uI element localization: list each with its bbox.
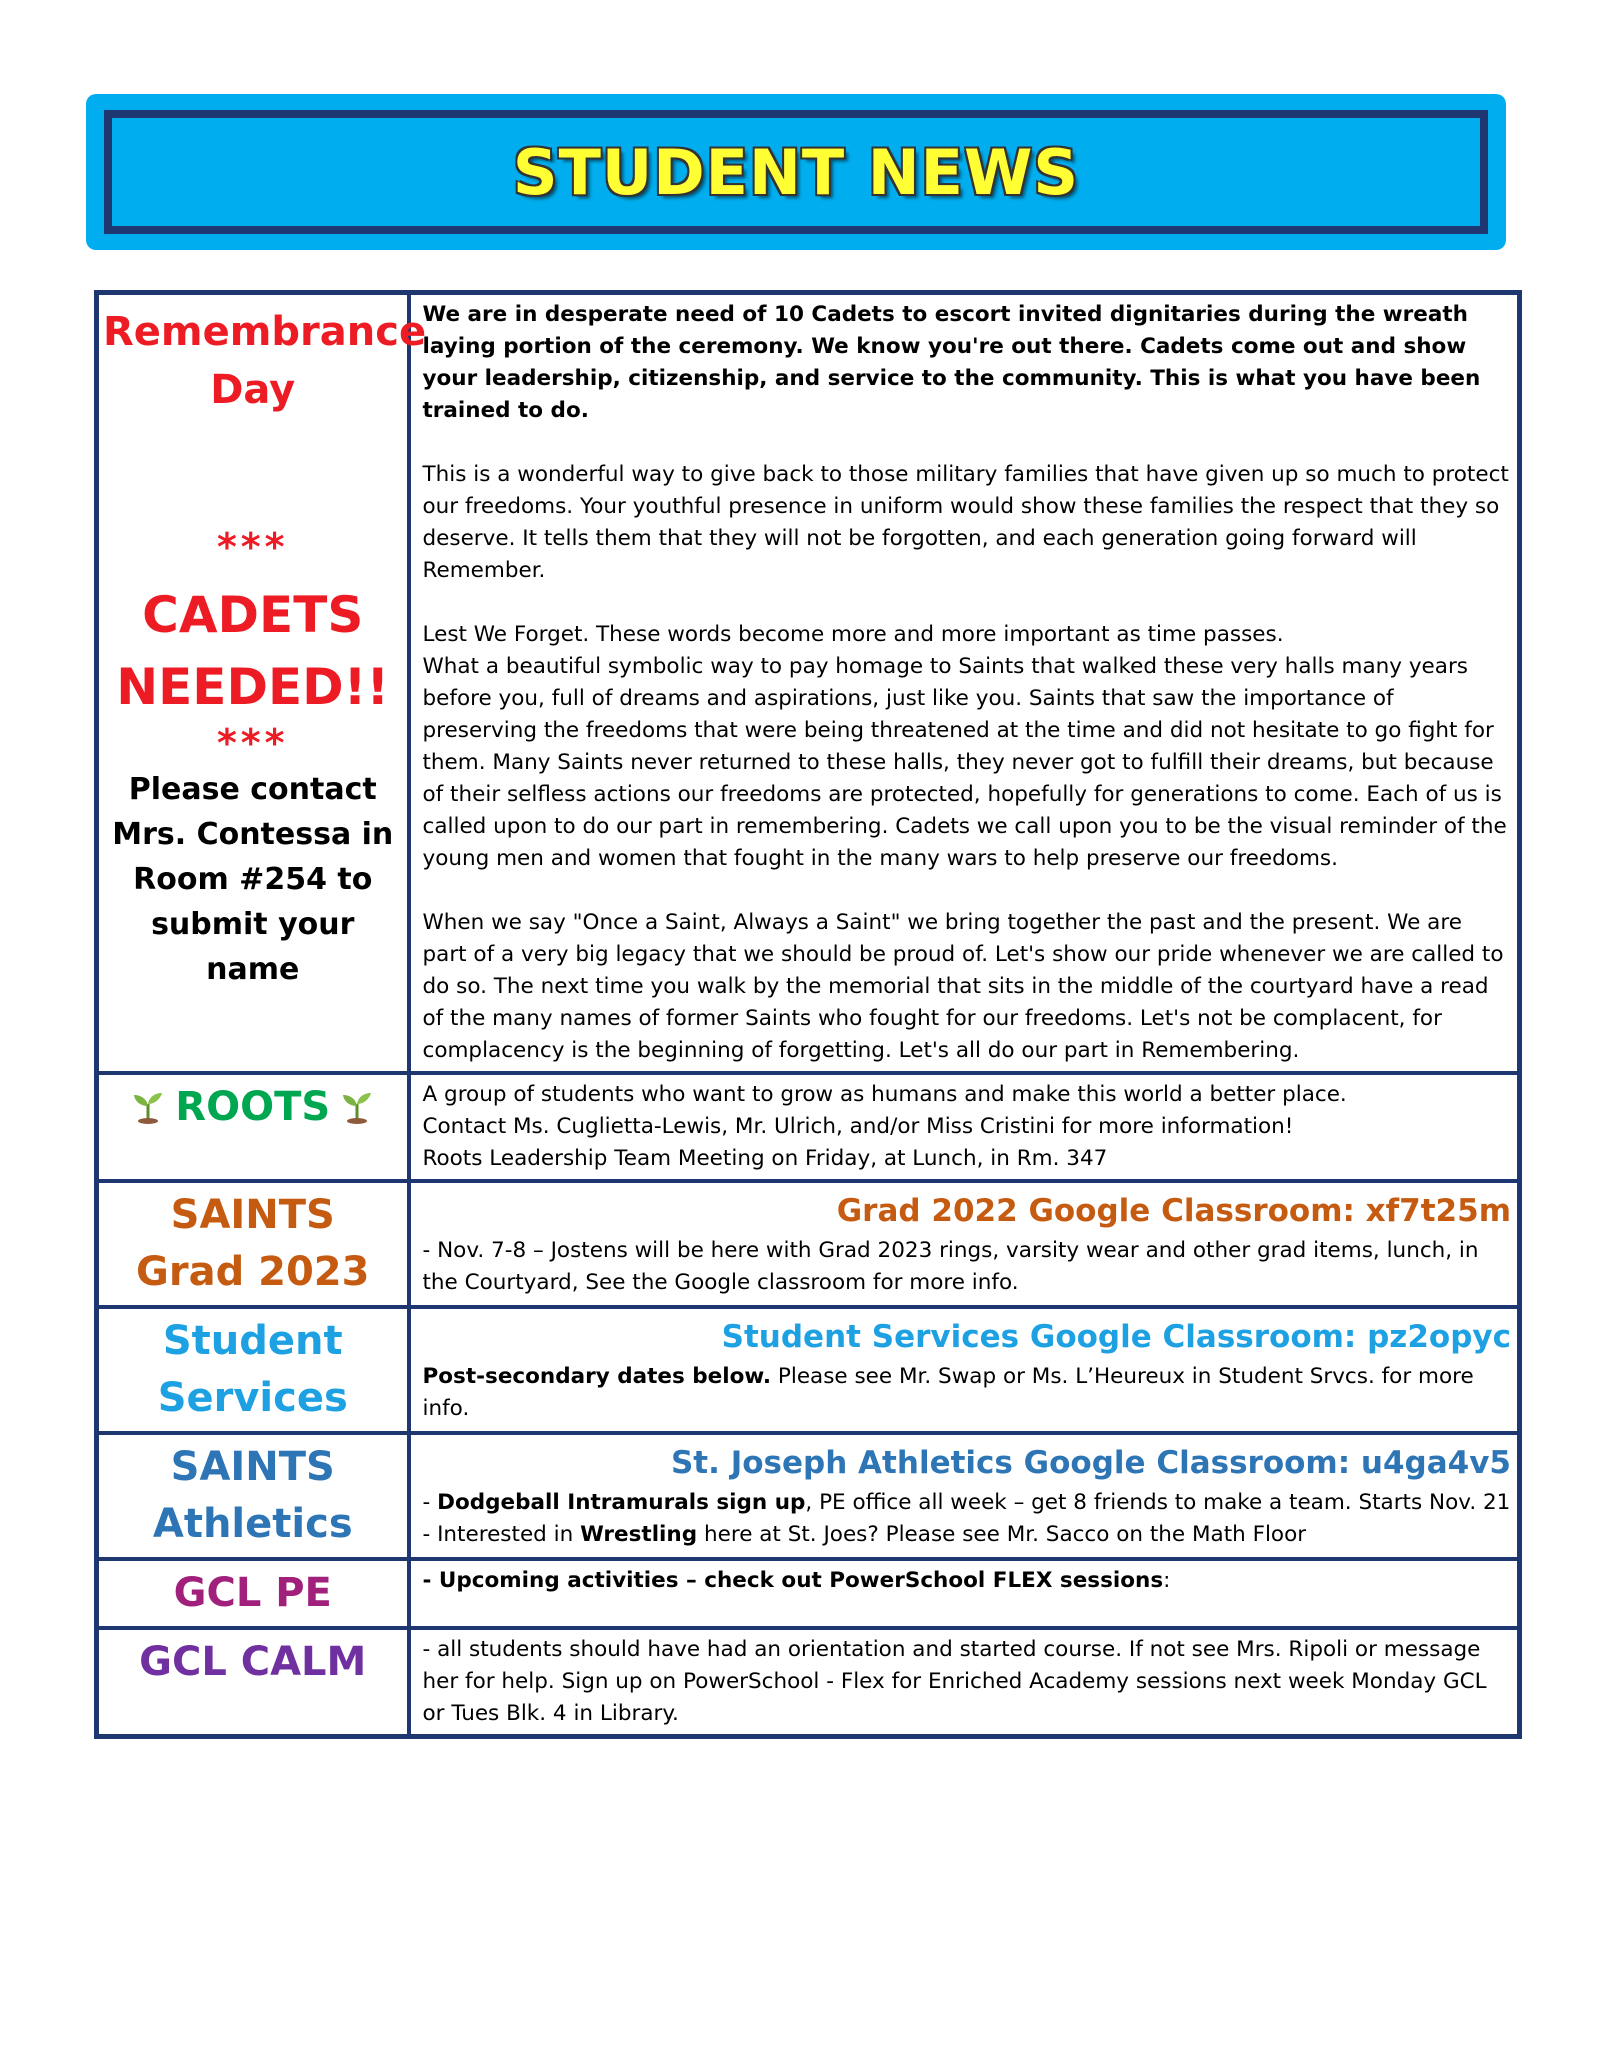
cadets-needed <box>103 579 403 723</box>
remembrance-row <box>97 293 1520 1074</box>
pe-text-bold: - Upcoming activities – check out PowerSchool FLEX sessions <box>422 1568 1164 1593</box>
remembrance-title-line1: Remembrance <box>103 309 427 355</box>
grad-classroom-code: Grad 2022 Google Classroom: xf7t25m <box>836 1193 1511 1229</box>
banner-inner <box>104 110 1488 234</box>
grad-title <box>103 1187 403 1301</box>
athletics-title-line1: SAINTS <box>170 1444 335 1490</box>
athletics-l1-rest: , PE office all week – get 8 friends to make a team. Starts Nov. 21 <box>805 1490 1511 1515</box>
athletics-row <box>97 1433 1520 1559</box>
remembrance-para3b: What a beautiful symbolic way to pay homage to Saints that walked these very halls many years before you, full of dreams and aspirations, just like you. Saints that saw the importance of preserving the freedoms that were being threatened at the time and did not hesitate to go fight for them. Many Saints never returned to these halls, they never got to fulfill their dreams, but because of their selfless actions our freedoms are protected, hopefully for generations to come. Each of us is called upon to do our part in remembering. Cadets we call upon you to be the visual reminder of the young men and women that fought in the many wars to help preserve our freedoms. <box>422 654 1507 871</box>
pe-heading-cell <box>97 1559 409 1628</box>
contact-line4: submit your name <box>151 907 355 987</box>
calm-title: GCL CALM <box>139 1639 367 1685</box>
contact-line3: Room #254 to <box>133 862 373 897</box>
athletics-body-cell <box>409 1433 1520 1559</box>
services-title-line2: Services <box>157 1375 348 1421</box>
page-title: STUDENT NEWS <box>512 135 1080 209</box>
pe-text-rest: : <box>1163 1568 1171 1593</box>
services-body-cell <box>409 1307 1520 1433</box>
remembrance-para2: This is a wonderful way to give back to those military families that have given up so much to protect our freedoms. Your youthful presence in uniform would show these families the respect that they so deserve. It tells them that they will not be forgotten, and each generation going forward will Remember. <box>422 462 1509 583</box>
grad-title-line1: SAINTS <box>170 1192 335 1238</box>
banner <box>86 94 1506 250</box>
grad-text: - Nov. 7-8 – Jostens will be here with Grad 2023 rings, varsity wear and other grad items, lunch, in the Courtyard, See the Google classroom for more info. <box>422 1238 1479 1295</box>
contact-line1: Please contact <box>128 772 377 807</box>
pe-body-cell <box>409 1559 1520 1628</box>
services-heading-cell <box>97 1307 409 1433</box>
roots-body-cell <box>409 1073 1520 1181</box>
services-text-bold: Post-secondary dates below. <box>422 1364 772 1389</box>
remembrance-title-line2: Day <box>210 367 296 413</box>
athletics-l2-rest: here at St. Joes? Please see Mr. Sacco on the Math Floor <box>697 1522 1307 1547</box>
sprout-icon <box>131 1090 165 1124</box>
grad-row <box>97 1181 1520 1307</box>
roots-line3: Roots Leadership Team Meeting on Friday, at Lunch, in Rm. 347 <box>422 1146 1108 1171</box>
remembrance-para1: We are in desperate need of 10 Cadets to escort invited dignitaries during the wreath laying portion of the ceremony. We know you're out there. Cadets come out and show your leadership, citizenship, and service to the community. This is what you have been trained to do. <box>422 302 1481 423</box>
remembrance-body-cell <box>409 293 1520 1074</box>
sprout-icon <box>340 1090 374 1124</box>
calm-row <box>97 1628 1520 1737</box>
grad-body-cell <box>409 1181 1520 1307</box>
athletics-l2-pre: - Interested in <box>422 1522 581 1547</box>
services-row <box>97 1307 1520 1433</box>
athletics-classroom-code: St. Joseph Athletics Google Classroom: u4ga4v5 <box>670 1445 1511 1481</box>
pe-row <box>97 1559 1520 1628</box>
roots-line2: Contact Ms. Cuglietta-Lewis, Mr. Ulrich, and/or Miss Cristini for more information! <box>422 1114 1294 1139</box>
cadets-line1: CADETS <box>142 586 364 644</box>
remembrance-para3a: Lest We Forget. These words become more and more important as time passes. <box>422 622 1284 647</box>
services-text-rest: Please see Mr. Swap or Ms. L’Heureux in Student Srvcs. for more info. <box>422 1364 1474 1421</box>
grad-title-line2: Grad 2023 <box>136 1249 370 1295</box>
remembrance-heading-cell <box>97 293 427 1074</box>
pe-title: GCL PE <box>173 1570 332 1616</box>
roots-line1: A group of students who want to grow as humans and make this world a better place. <box>422 1082 1347 1107</box>
contact-line2: Mrs. Contessa in <box>112 817 394 852</box>
roots-title <box>103 1079 403 1135</box>
athletics-l1-pre: - <box>422 1490 438 1515</box>
services-title <box>103 1313 403 1427</box>
pe-text <box>423 1565 1512 1597</box>
services-text <box>423 1361 1512 1425</box>
grad-heading-cell <box>97 1181 409 1307</box>
news-table <box>94 290 1522 1739</box>
stars-top: *** <box>216 525 289 569</box>
athletics-line1 <box>423 1487 1512 1519</box>
athletics-title-line2: Athletics <box>152 1501 353 1547</box>
services-classroom-code: Student Services Google Classroom: pz2opyc <box>721 1319 1511 1355</box>
roots-title-text: ROOTS <box>175 1084 331 1130</box>
services-title-line1: Student <box>162 1318 343 1364</box>
remembrance-para4: When we say "Once a Saint, Always a Saint" we bring together the past and the present. We are part of a very big legacy that we should be proud of. Let's show our pride whenever we are called to do so. The next time you walk by the memorial that sits in the middle of the courtyard have a read of the many names of former Saints who fought for our freedoms. Let's not be complacent, for complacency is the beginning of forgetting. Let's all do our part in Remembering. <box>422 910 1504 1063</box>
athletics-title <box>103 1439 403 1553</box>
cadets-line2: NEEDED!! <box>116 658 390 716</box>
athletics-line2 <box>423 1519 1512 1551</box>
roots-heading-cell <box>97 1073 409 1181</box>
remembrance-title <box>103 303 427 419</box>
calm-body-cell <box>409 1628 1520 1737</box>
roots-row <box>97 1073 1520 1181</box>
athletics-l1-bold: Dodgeball Intramurals sign up <box>437 1490 806 1515</box>
athletics-heading-cell <box>97 1433 409 1559</box>
stars-bottom: *** <box>216 721 289 765</box>
calm-heading-cell <box>97 1628 409 1737</box>
contact-info <box>103 767 403 992</box>
calm-text: - all students should have had an orientation and started course. If not see Mrs. Ripoli or message her for help. Sign up on PowerSchool - Flex for Enriched Academy sessions next week Monday GCL or Tues Blk. 4 in Library. <box>422 1637 1487 1726</box>
athletics-l2-bold: Wrestling <box>580 1522 698 1547</box>
